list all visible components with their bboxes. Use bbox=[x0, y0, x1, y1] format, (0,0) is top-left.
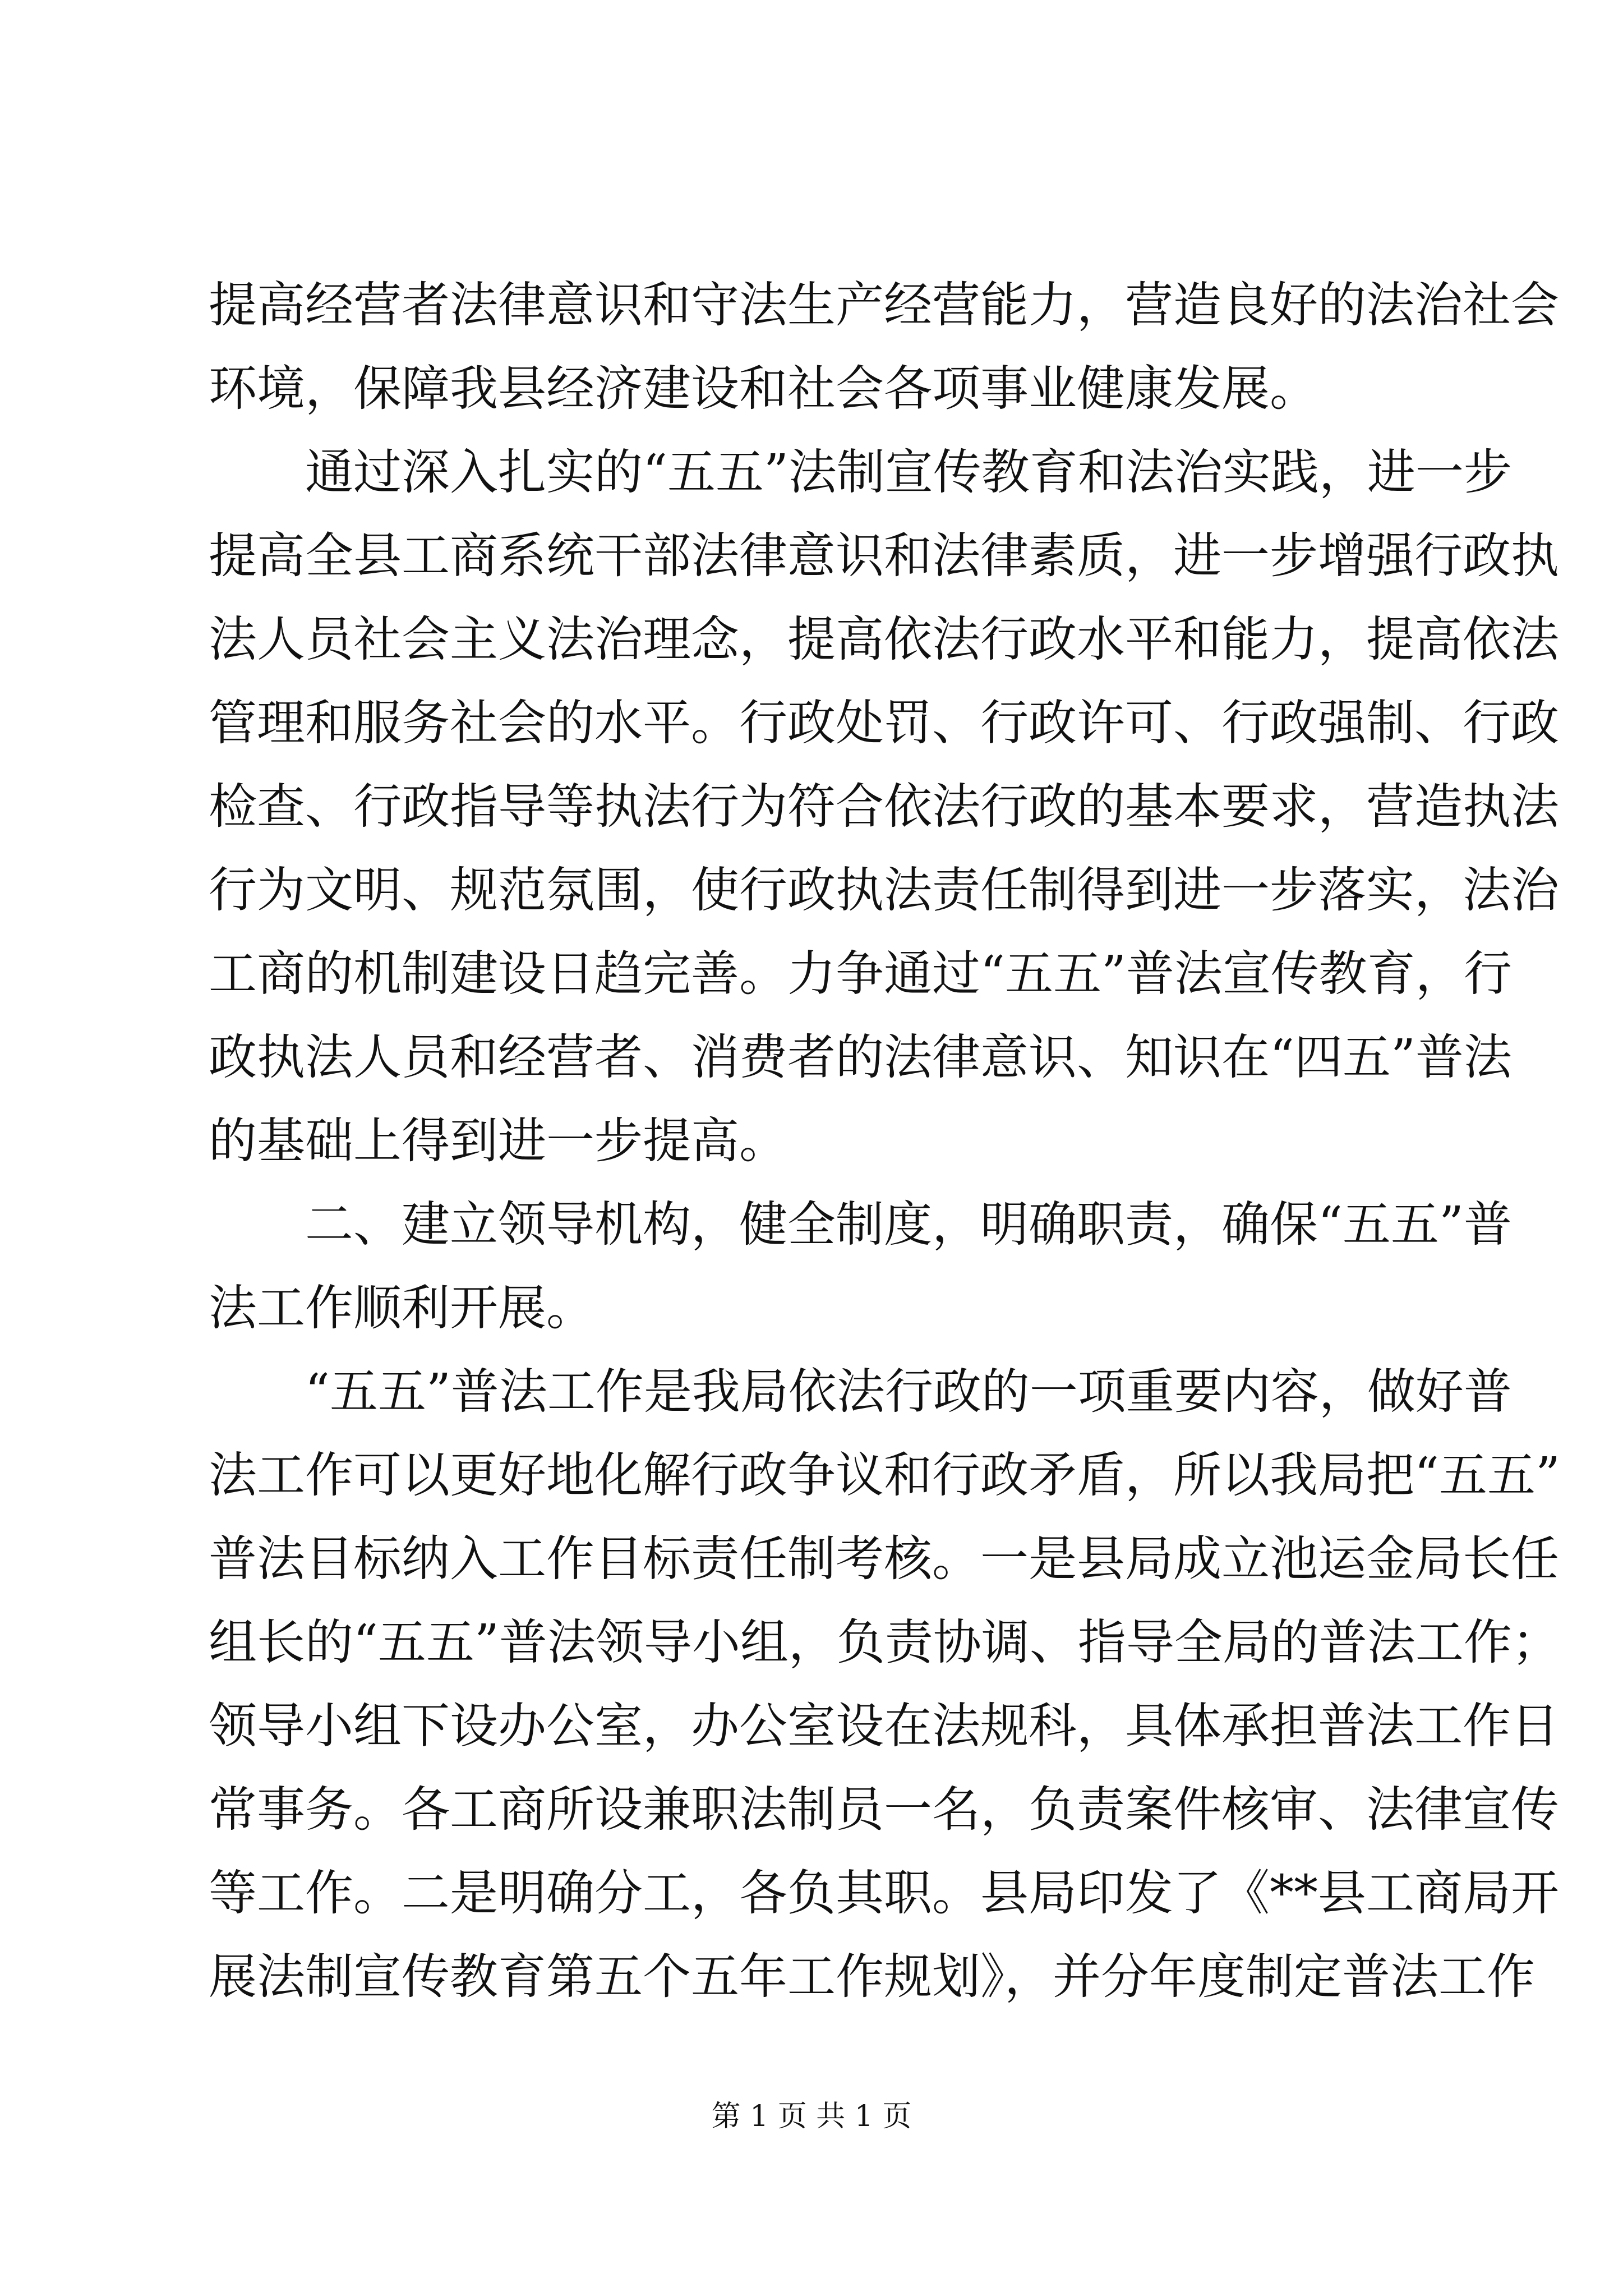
text-line: 的基础上得到进一步提高。 bbox=[209, 1113, 787, 1169]
text-line: 提高经营者法律意识和守法生产经营能力，营造良好的法治社会 bbox=[209, 277, 1559, 333]
text-line: 法工作可以更好地化解行政争议和行政矛盾，所以我局把“五五” bbox=[209, 1447, 1560, 1503]
text-line: 常事务。各工商所设兼职法制员一名，负责案件核审、法律宣传 bbox=[209, 1782, 1559, 1838]
text-line: 普法目标纳入工作目标责任制考核。一是县局成立池运金局长任 bbox=[209, 1531, 1559, 1587]
page-number-footer: 第 1 页 共 1 页 bbox=[711, 2100, 912, 2133]
text-line: 展法制宣传教育第五个五年工作规划》，并分年度制定普法工作 bbox=[209, 1949, 1535, 2005]
text-line: 领导小组下设办公室，办公室设在法规科，具体承担普法工作日 bbox=[209, 1698, 1559, 1754]
text-line: 等工作。二是明确分工，各负其职。县局印发了《**县工商局开 bbox=[209, 1865, 1559, 1921]
text-line: 提高全县工商系统干部法律意识和法律素质，进一步增强行政执 bbox=[209, 528, 1559, 584]
text-line: 行为文明、规范氛围，使行政执法责任制得到进一步落实，法治 bbox=[209, 862, 1559, 918]
text-line: 组长的“五五”普法领导小组，负责协调、指导全局的普法工作； bbox=[209, 1614, 1560, 1671]
document-body bbox=[209, 264, 1560, 2019]
text-line: 管理和服务社会的水平。行政处罚、行政许可、行政强制、行政 bbox=[209, 695, 1559, 751]
text-line: 法人员社会主义法治理念，提高依法行政水平和能力，提高依法 bbox=[209, 611, 1559, 668]
text-line: 政执法人员和经营者、消费者的法律意识、知识在“四五”普法 bbox=[209, 1029, 1512, 1085]
text-line: 工商的机制建设日趋完善。力争通过“五五”普法宣传教育，行 bbox=[209, 946, 1512, 1002]
text-line: 通过深入扎实的“五五”法制宣传教育和法治实践，进一步 bbox=[305, 444, 1512, 500]
text-line: 检查、行政指导等执法行为符合依法行政的基本要求，营造执法 bbox=[209, 779, 1559, 835]
section-heading-line: 二、建立领导机构，健全制度，明确职责，确保“五五”普 bbox=[305, 1197, 1512, 1253]
section-heading-line: 法工作顺利开展。 bbox=[209, 1280, 594, 1336]
text-line: 环境，保障我县经济建设和社会各项事业健康发展。 bbox=[209, 361, 1318, 417]
text-line: “五五”普法工作是我局依法行政的一项重要内容，做好普 bbox=[305, 1364, 1512, 1420]
